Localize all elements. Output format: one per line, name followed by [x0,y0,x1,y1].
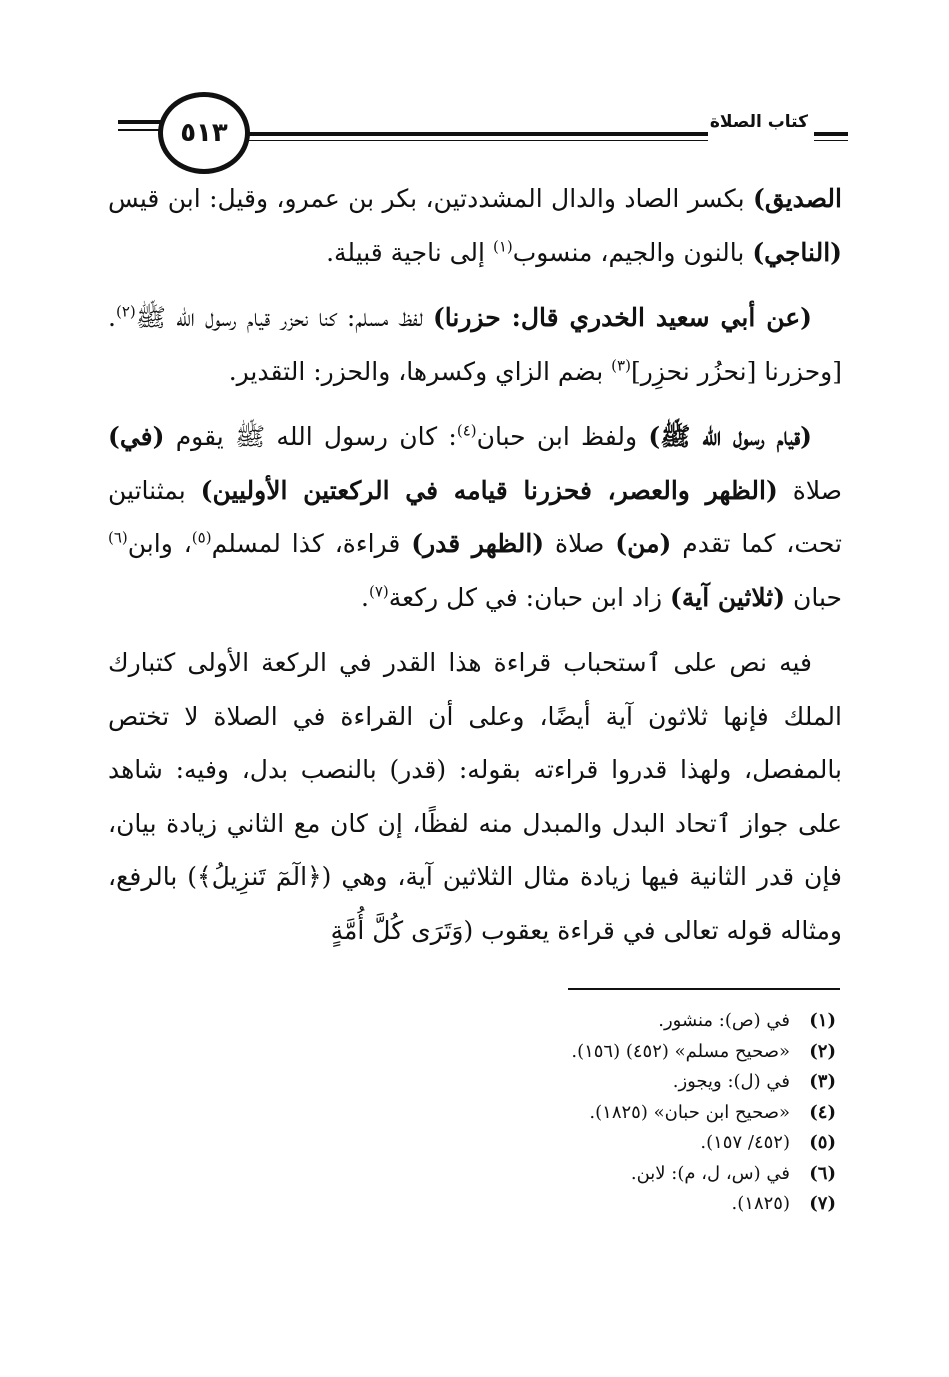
header-rule-right-thin [814,140,848,141]
footnote-number: (٢) [809,1040,836,1062]
footnote-number: (١) [809,1010,836,1031]
page-header [118,92,848,172]
footnote-text: في (ل): ويجوز. [672,1071,790,1092]
footnote-ref[interactable]: (٢) [115,302,136,321]
footnote-ref[interactable]: (٧) [368,582,389,601]
bold-segment: (في) [108,422,165,451]
header-rule-middle [248,132,708,136]
footnote-text: (٤٥٢/ ١٥٧). [700,1132,790,1153]
footnote-text: «صحيح مسلم» (٤٥٢) (١٥٦). [571,1040,790,1062]
footnote-number: (٧) [809,1193,836,1214]
footnote-text: في (ص): منشور. [658,1010,790,1031]
text-segment: إلى ناجية قبيلة. [326,237,493,267]
footnote-ref[interactable]: (٣) [611,356,631,375]
text-segment: . [361,582,369,612]
text-segment: صلاة [777,475,842,505]
footnote-text: في (س، ل، م): لابن. [630,1162,790,1184]
page-number: ٥١٣ [180,118,228,148]
text-segment: . [وحزرنا [نحزُر نحزِر] [108,303,842,386]
bold-segment: (قيام رسول الله ﷺ) [648,422,812,451]
text-segment: ولفظ ابن حبان [476,422,649,451]
text-segment: حبان [785,582,842,612]
footnote-item [300,1006,836,1037]
footnote-number: (٣) [809,1071,836,1092]
bold-segment: (عن أبي سعيد الخدري قال: حزرنا) [432,303,813,332]
text-segment: بضم الزاي وكسرها، والحزر: التقدير. [228,356,612,386]
text-segment: بالنون والجيم، منسوب [512,237,753,267]
text-segment: بمثناتين تحت، كما تقدم [108,475,843,558]
text-segment: قراءة، كذا لمسلم [211,529,412,558]
footnote-text: (١٨٢٥). [731,1193,790,1214]
footnote-text: «صحيح ابن حبان» (١٨٢٥). [589,1101,790,1123]
chapter-title: كتاب الصلاة [709,112,808,132]
text-segment: زاد ابن حبان: في كل ركعة [388,582,670,612]
footnote-ref[interactable]: (٥) [191,528,212,547]
text-segment: ، وابن [127,529,192,558]
footnote-ref[interactable]: (٤) [456,421,477,440]
footnote-item [300,1189,836,1220]
header-rule-right [814,132,848,136]
paragraph-2 [108,291,842,398]
footnote-item [300,1098,836,1129]
main-text [108,172,842,969]
text-segment: فيه نص على ٱستحباب قراءة هذا القدر في الركعة الأولى كتبارك الملك فإنها ثلاثون آية أيضًا، وعلى أن القراءة في الصلاة لا تختص بالمفصل، ولهذا قدروا قراءته بقوله: (قدر) بالنصب بدل، وفيه: شاهد على جواز ٱتحاد البدل والمبدل منه لفظًا، إن كان مع الثاني زيادة بيان، فإن قدر الثانية فيها زيادة مثال الثلاثين آية، وهي (﴿الٓمٓ تَنزِيلُ﴾) بالرفع، ومثاله قوله تعالى في قراءة يعقوب (وَتَرَى كُلَّ أُمَّةٍ [108,648,842,945]
bold-segment: (الظهر قدر) [411,529,545,558]
footnote-ref[interactable]: (٦) [108,528,128,547]
bold-segment: (ثلاثين آية) [670,582,786,612]
footnote-item [300,1159,836,1190]
text-segment: لفظ مسلم: كنا نحزر قيام رسول الله ﷺ [135,303,433,332]
text-segment: صلاة [544,529,616,558]
text-segment: بكسر الصاد والدال المشددتين، بكر بن عمرو، وقيل: ابن قيس [108,184,753,213]
header-rule-middle-thin [248,140,708,141]
footnote-item [300,1037,836,1068]
paragraph-1 [108,172,842,279]
footnote-item [300,1128,836,1159]
bold-segment: (من) [615,529,672,558]
bold-segment: (الناجي) [752,237,842,267]
bold-segment: الصديق) [752,184,842,213]
footnote-item [300,1067,836,1098]
footnote-number: (٦) [809,1162,836,1184]
bold-segment: (الظهر والعصر، فحزرنا قيامه في الركعتين الأوليين) [200,475,778,505]
paragraph-4 [108,636,842,957]
text-segment: : كان رسول الله ﷺ يقوم [164,422,457,451]
page-number-circle [158,92,250,174]
paragraph-3 [108,410,842,624]
footnote-number: (٤) [809,1101,836,1123]
footnote-separator [568,988,840,990]
footnote-number: (٥) [809,1132,836,1153]
footnotes [300,1006,836,1220]
footnote-ref[interactable]: (١) [492,237,513,256]
